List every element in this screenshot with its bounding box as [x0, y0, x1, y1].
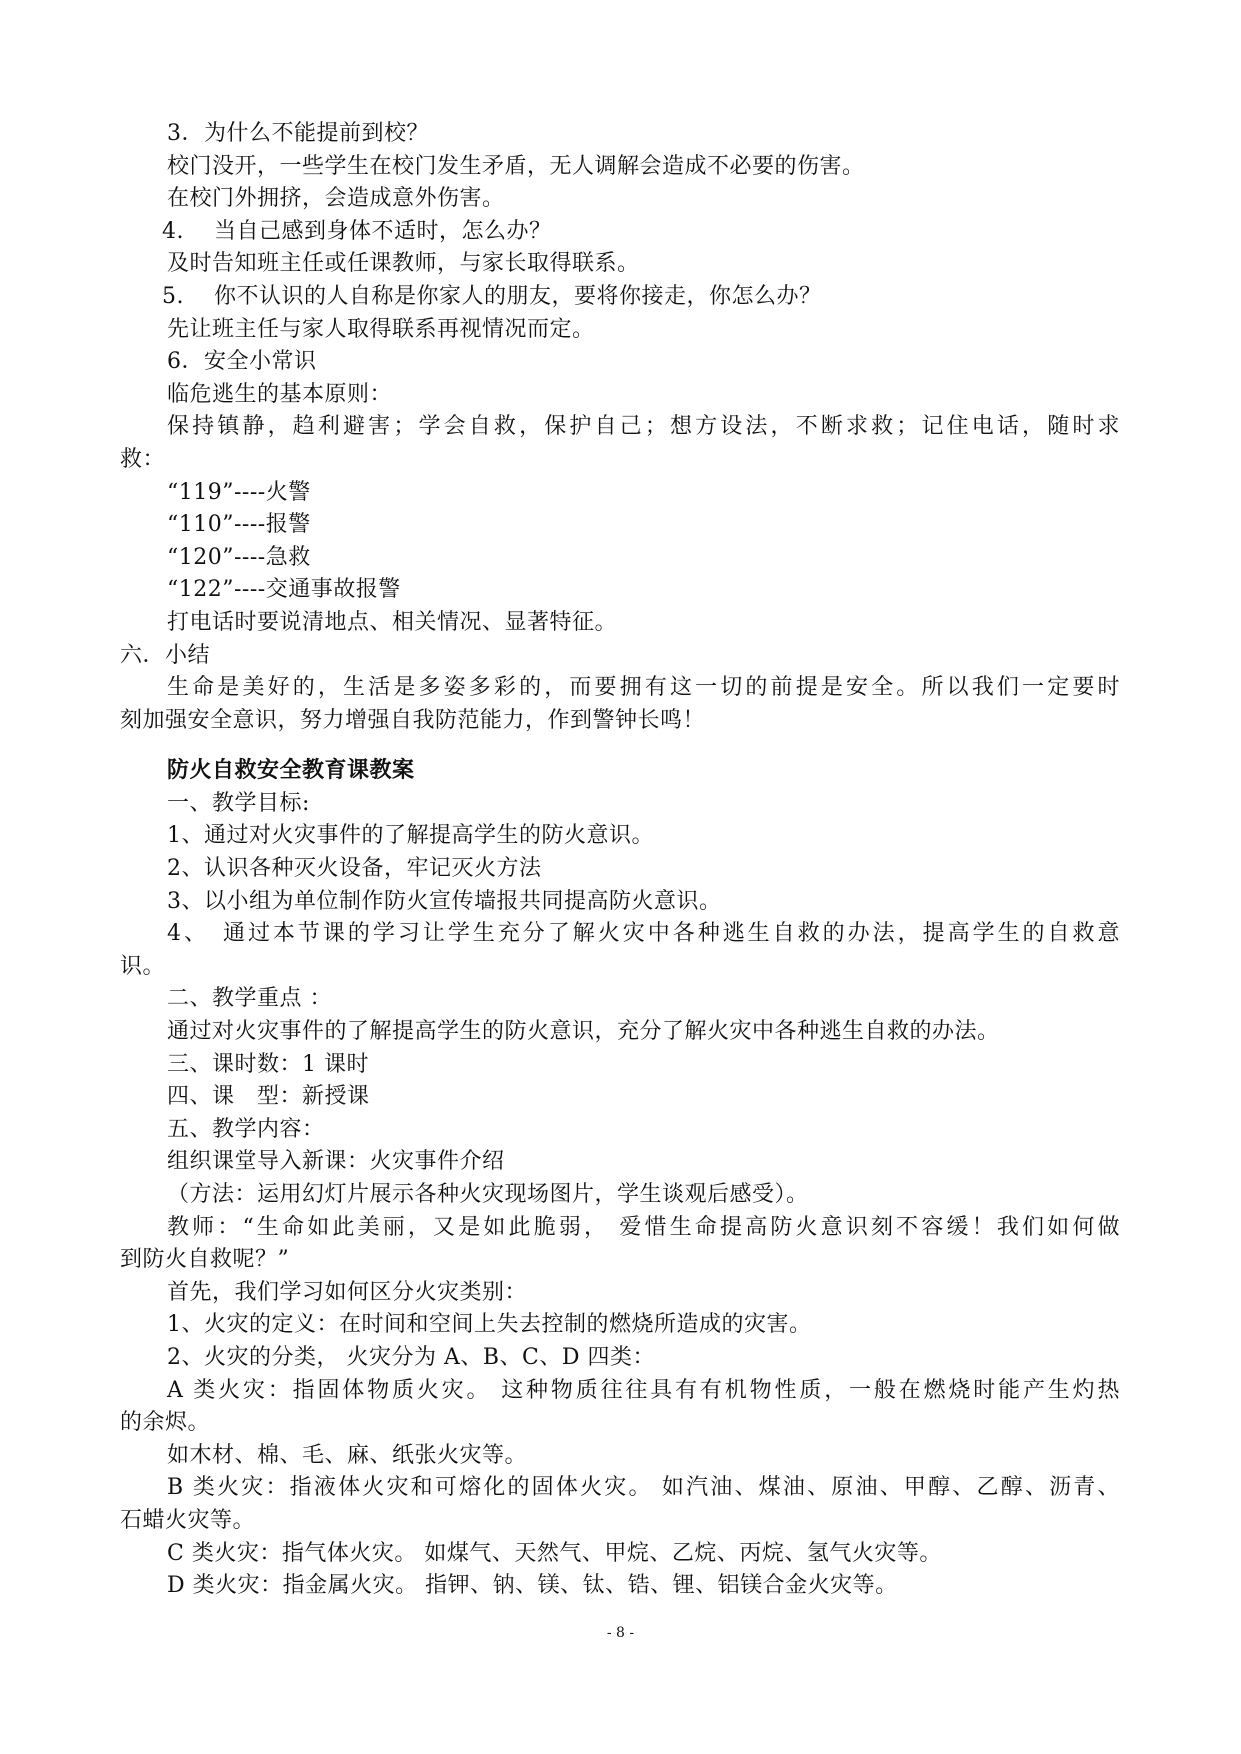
summary-line-2: 刻加强安全意识，努力增强自我防范能力，作到警钟长鸣！ [120, 707, 706, 733]
objective-4-line-1: 4、 通过本节课的学习让学生充分了解火灾中各种逃生自救的办法，提高学生的自救意 [167, 921, 1120, 947]
lesson-title: 防火自救安全教育课教案 [167, 758, 415, 784]
phone-120: “120”----急救 [167, 544, 311, 570]
summary-heading: 六．小结 [120, 642, 211, 668]
intro-text: 组织课堂导入新课：火灾事件介绍 [167, 1149, 505, 1175]
page-number: - 8 - [606, 1625, 635, 1641]
phone-110: “110”----报警 [167, 512, 311, 538]
objective-3: 3、以小组为单位制作防火宣传墙报共同提高防火意识。 [167, 888, 722, 914]
method-text: （方法：运用幻灯片展示各种火灾现场图片，学生谈观后感受）。 [167, 1182, 809, 1207]
class-b-fire-line-2: 石蜡火灾等。 [120, 1507, 256, 1533]
answer-3-line-1: 校门没开，一些学生在校门发生矛盾，无人调解会造成不必要的伤害。 [167, 153, 865, 179]
class-c-fire: C 类火灾：指气体火灾。 如煤气、天然气、甲烷、乙烷、丙烷、氢气火灾等。 [167, 1540, 942, 1566]
class-hours: 三、课时数：1 课时 [167, 1051, 369, 1077]
class-a-fire-line-1: A 类火灾：指固体物质火灾。 这种物质往往具有有机物性质，一般在燃烧时能产生灼热 [167, 1377, 1120, 1403]
class-a-examples: 如木材、棉、毛、麻、纸张火灾等。 [167, 1442, 528, 1468]
class-d-fire: D 类火灾：指金属火灾。 指钾、钠、镁、钛、锆、锂、铝镁合金火灾等。 [167, 1573, 898, 1599]
fire-classification-intro: 首先，我们学习如何区分火灾类别： [167, 1279, 528, 1305]
key-points-heading: 二、教学重点 ： [167, 986, 332, 1012]
phone-119: “119”----火警 [167, 479, 311, 505]
question-3: 3．为什么不能提前到校？ [167, 121, 429, 146]
answer-4: 及时告知班主任或任课教师，与家长取得联系。 [167, 251, 640, 277]
question-4: 4. 当自己感到身体不适时，怎么办？ [162, 218, 552, 244]
fire-categories: 2、火灾的分类， 火灾分为 A、B、C、D 四类： [167, 1344, 656, 1370]
answer-3-line-2: 在校门外拥挤，会造成意外伤害。 [167, 186, 505, 212]
phone-122: “122”----交通事故报警 [167, 577, 401, 603]
lesson-type: 四、课 型：新授课 [167, 1084, 370, 1110]
fire-definition: 1、火灾的定义：在时间和空间上失去控制的燃烧所造成的灾害。 [167, 1312, 812, 1338]
page-content [120, 118, 1120, 1603]
teacher-quote-line-2: 到防火自救呢？” [120, 1247, 290, 1273]
escape-principles-line-2: 救： [120, 446, 166, 472]
key-points-text: 通过对火灾事件的了解提高学生的防火意识，充分了解火灾中各种逃生自救的办法。 [167, 1019, 1000, 1045]
answer-5: 先让班主任与家人取得联系再视情况而定。 [167, 316, 595, 342]
content-heading: 五、教学内容： [167, 1116, 325, 1142]
section-gap [120, 737, 1120, 755]
objective-1: 1、通过对火灾事件的了解提高学生的防火意识。 [167, 823, 654, 849]
summary-line-1: 生命是美好的，生活是多姿多彩的，而要拥有这一切的前提是安全。所以我们一定要时 [167, 675, 1120, 701]
call-instruction: 打电话时要说清地点、相关情况、显著特征。 [167, 609, 618, 635]
class-a-fire-line-2: 的余烬。 [120, 1410, 211, 1436]
escape-principles-line-1: 保持镇静，趋利避害；学会自救，保护自己；想方设法，不断求救；记住电话，随时求 [167, 414, 1120, 440]
escape-principles-heading: 临危逃生的基本原则： [167, 381, 393, 407]
objective-2: 2、认识各种灭火设备，牢记灭火方法 [167, 856, 542, 882]
safety-tips-heading: 6．安全小常识 [167, 349, 317, 375]
question-5: 5. 你不认识的人自称是你家人的朋友，要将你接走，你怎么办？ [162, 283, 822, 309]
objective-4-line-2: 识。 [120, 953, 166, 979]
objectives-heading: 一、教学目标: [167, 790, 310, 816]
teacher-quote-line-1: 教师：“生命如此美丽，又是如此脆弱， 爱惜生命提高防火意识刻不容缓！我们如何做 [167, 1214, 1120, 1240]
class-b-fire-line-1: B 类火灾：指液体火灾和可熔化的固体火灾。 如汽油、煤油、原油、甲醇、乙醇、沥青、 [167, 1475, 1120, 1501]
